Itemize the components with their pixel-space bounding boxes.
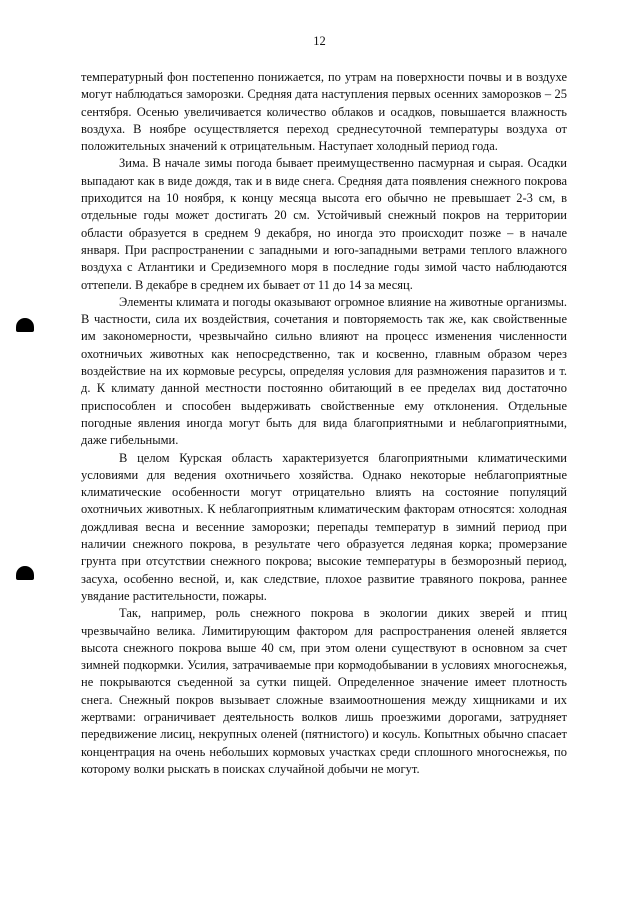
paragraph-autumn: температурный фон постепенно понижается, по утрам на поверхности почвы и в воздухе могут наблюдаться заморозки. Средняя дата наступления первых осенних заморозков – 25 сентября. Осенью увеличивается количество облаков и осадков, повышается влажность воздуха. В ноябре осуществляется переход среднесуточной температуры воздуха от положительных значений к отрицательным. Наступает холодный период года.: [81, 70, 567, 154]
paragraph-kursk-climate: В целом Курская область характеризуется благоприятными климатическими условиями для ведения охотничьего хозяйства. Однако некоторые неблагоприятные климатические особенности могут отрицательно влиять на состояние популяций охотничьих животных. К неблагоприятным климатическим факторам относятся: холодная дождливая весна и весенние заморозки; перепады температур в зимний период при наличии снежного покрова, в результате чего образуется ледяная корка; промерзание грунта при отсутствии снежного покрова; высокие температуры в безморозный период, засуха, особенно весной, и, как следствие, плохое развитие травяного покрова, раннее увядание растительности, пожары.: [81, 450, 567, 603]
hole-punch-mark: [16, 318, 34, 332]
paragraph-climate-elements: Элементы климата и погоды оказывают огромное влияние на животные организмы. В частности, сила их воздействия, сочетания и повторяемость так же, как свойственные им закономерности, чрезвычайно сильно влияют на процесс изменения численности охотничьих животных как непосредственно, так и косвенно, главным образом через воздействие на их кормовые ресурсы, определяя условия для размножения паразитов и т. д. К климату данной местности постоянно обитающий в ее пределах вид достаточно приспособлен и способен выдерживать свойственные ему отклонения. Отдельные погодные явления иногда могут быть для вида благоприятными и неблагоприятными, даже гибельными.: [81, 294, 567, 448]
paragraph-snow-cover: Так, например, роль снежного покрова в экологии диких зверей и птиц чрезвычайно велика. Лимитирующим фактором для распространения оленей является высота снежного покрова выше 40 см, при этом олени существуют в основном за счет зимней подкормки. Усилия, затрачиваемые при кормодобывании в условиях многоснежья, не покрываются съеденной за сутки пищей. Определенное значение имеет плотность снега. Снежный покров вызывает сложные взаимоотношения между хищниками и их жертвами: ограничивает деятельность волков лишь проезжими дорогами, затрудняет передвижение лисиц, некрупных оленей (пятнистого) и косуль. Копытных обычно спасает концентрация на очень небольших кормовых участках среди сплошного многоснежья, по которому волки рыскать в поисках случайной добычи не могут.: [81, 606, 567, 776]
paragraph-winter: Зима. В начале зимы погода бывает преимущественно пасмурная и сырая. Осадки выпадают как в виде дождя, так и в виде снега. Средняя дата появления снежного покрова приходится на 10 ноября, к концу месяца высота его обычно не превышает 2-3 см, в отдельные годы может достигать 20 см. Устойчивый снежный покров на территории области образуется в среднем 9 декабря, но иногда это происходит позже – в начале января. При распространении с западными и юго-западными ветрами теплого влажного воздуха с Атлантики и Средиземного моря в последние годы зимой часто наблюдаются оттепели. В декабре в среднем их бывает от 11 до 14 за месяц.: [81, 156, 567, 292]
hole-punch-mark: [16, 566, 34, 580]
document-body: [81, 69, 567, 778]
page-number: 12: [313, 34, 326, 48]
